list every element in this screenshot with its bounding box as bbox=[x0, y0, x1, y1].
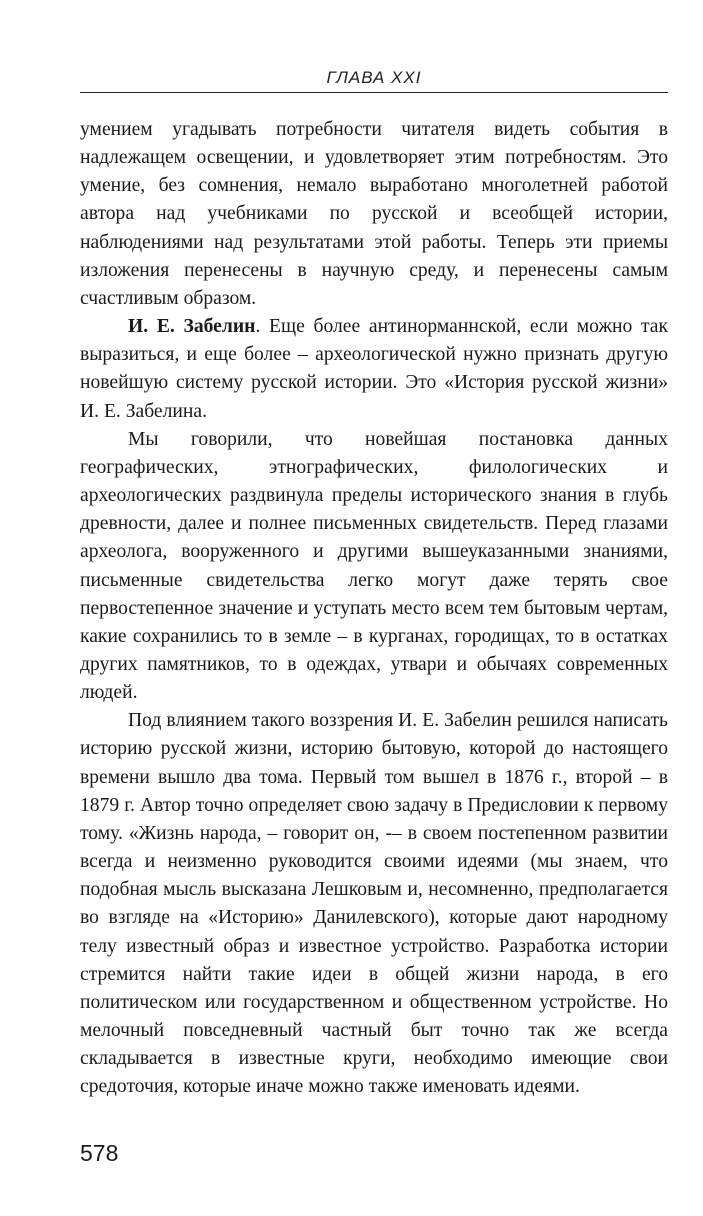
author-name-heading: И. Е. Забелин bbox=[128, 316, 256, 338]
paragraph-zabelin-text: . Еще более антинорманнской, если можно так выразиться, и еще более – археологической нужно признать другую новейшую систему русской истории. Это «История русской жизни» И. Е. Забелина. bbox=[80, 316, 668, 422]
paragraph-continuation: умением угадывать потребности читателя видеть события в надлежащем освещении, и удовлетворяет этим потребностям. Это умение, без сомнения, немало выработано многолетней работой автора над учебниками по русской и всеобщей истории, наблюдениями над результатами этой работы. Теперь эти приемы изложения перенесены в научную среду, и перенесены самым счастливым образом. bbox=[80, 119, 668, 309]
body-text bbox=[80, 116, 668, 1101]
running-header bbox=[80, 64, 668, 93]
chapter-title: ГЛАВА XXI bbox=[326, 68, 422, 87]
paragraph-zabelin-intro bbox=[80, 313, 668, 426]
page-number: 578 bbox=[80, 1140, 119, 1166]
paragraph-history-of-life: Под влиянием такого воззрения И. Е. Забелин решился написать историю русской жизни, историю бытовую, которой до настоящего времени вышло два тома. Первый том вышел в 1876 г., второй – в 1879 г. Автор точно определяет свою задачу в Предисловии к первому тому. «Жизнь народа, – говорит он, -– в своем постепенном развитии всегда и неизменно руководится своими идеями (мы знаем, что подобная мысль высказана Лешковым и, несомненно, предполагается во взгляде на «Историю» Данилевского), которые дают народному телу известный образ и известное устройство. Разработка истории стремится найти такие идеи в общей жизни народа, в его политическом или государственном и общественном устройстве. Но мелочный повседневный частный быт точно так же всегда складывается в известные круги, необходимо имеющие свои средоточия, которые иначе можно также именовать идеями. bbox=[80, 710, 668, 1098]
paragraph-archaeology: Мы говорили, что новейшая постановка данных географических, этнографических, филологических и археологических раздвинула пределы исторического знания в глубь древности, далее и полнее письменных свидетельств. Перед глазами археолога, вооруженного и другими вышеуказанными знаниями, письменные свидетельства легко могут даже терять свое первостепенное значение и уступать место всем тем бытовым чертам, какие сохранились то в земле – в курганах, городищах, то в остатках других памятников, то в одеждах, утвари и обычаях современных людей. bbox=[80, 428, 668, 704]
